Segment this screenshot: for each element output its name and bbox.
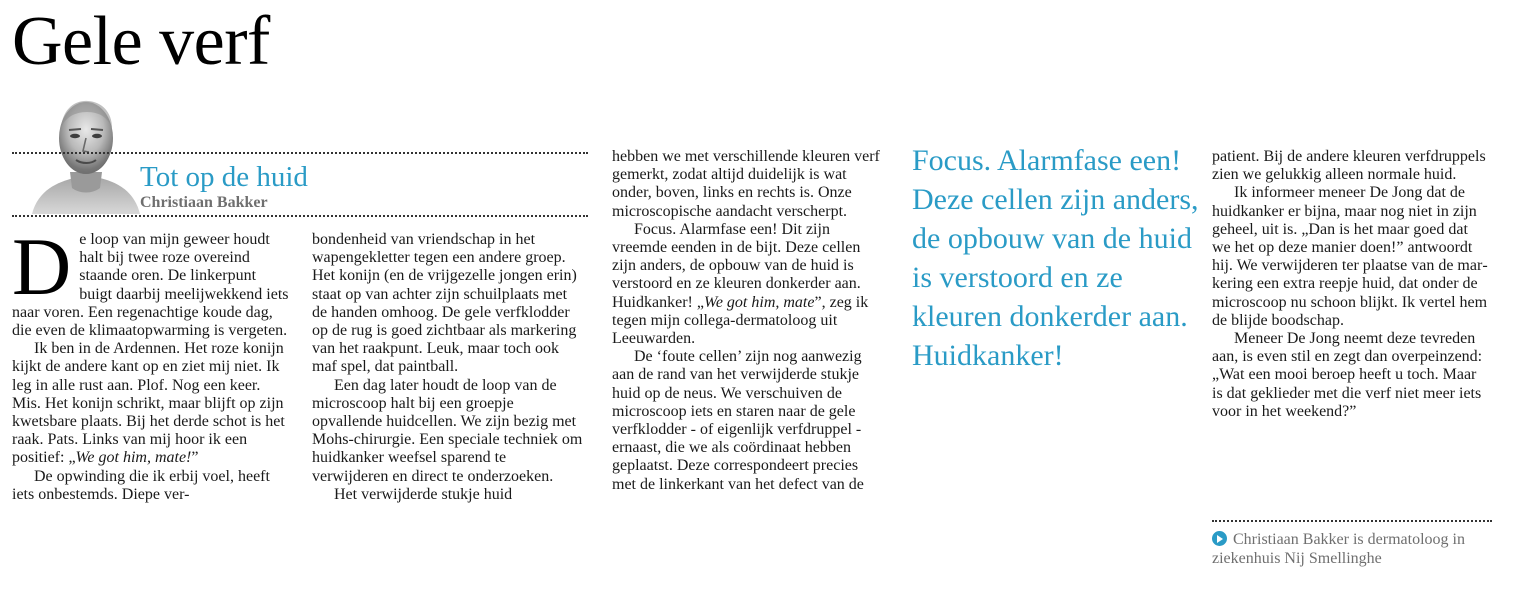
article-column-3: [612, 148, 884, 494]
paragraph: bondenheid van vriendschap in het wapengekletter tegen een andere groep. Het konijn (en de vrijgezelle jongen erin) staat op van achter zijn schuilplaats met de handen omhoog. De gele verfklodder op de rug is goed zichtbaar als markering van het raakpunt. Leuk, maar toch ook maf spel, dat paintball.: [312, 231, 577, 376]
header-rule-top: [12, 152, 588, 154]
headline: Gele verf: [12, 3, 270, 80]
header-rule-bottom: [12, 215, 588, 217]
paragraph: Ik ben in de Ardennen. Het roze konijn kijkt de andere kant op en ziet mij niet. Ik leg in alle rust aan. Plof. Nog een keer. Mis. Het konijn schrikt, maar blijft op zijn kwetsbare plaats. Bij het derde schot is het raak. Pats. Links van mij hoor ik een positief: „We got him, mate!”: [12, 340, 285, 467]
byline: Christiaan Bakker: [140, 194, 268, 211]
bio-rule: [1212, 520, 1492, 522]
article-column-1: [12, 221, 290, 504]
paragraph: patient. Bij de andere kleuren verfdruppels zien we gelukkig alleen normale huid.: [1212, 148, 1486, 184]
play-arrow-icon: [1212, 531, 1227, 546]
paragraph: De ‘foute cellen’ zijn nog aanwezig aan de rand van het verwijderde stukje huid op de neus. We verschuiven de microscoop iets en staren naar de gele verfklodder - of eigenlijk verfdruppel - ernaast, die we als coördinaat hebben geplaatst. Deze correspondeert precies met de linkerkant van het defect van de: [612, 348, 864, 493]
paragraph: De loop van mijn geweer houdt halt bij twee roze overeind staande oren. De linkerpunt buigt daarbij meelijwekkend iets naar voren. Een regenachtige koude dag, die even de klimaatopwarming is vergeten.: [12, 221, 289, 340]
pull-quote: Focus. Alarmfase een! Deze cellen zijn anders, de opbouw van de huid is verstoord en ze kleuren donkerder aan. Huidkanker!: [912, 144, 1199, 372]
dropcap: D: [12, 221, 72, 312]
paragraph: De opwinding die ik erbij voel, heeft iets onbestemds. Diepe ver-: [12, 467, 270, 503]
article-column-2: [312, 231, 586, 504]
article-column-5: [1212, 148, 1490, 421]
column-kicker: Tot op de huid: [140, 161, 308, 193]
paragraph: Focus. Alarmfase een! Dit zijn vreemde eenden in de bijt. Deze cellen zijn anders, de opbouw van de huid is verstoord en ze kleuren donkerder aan. Huidkanker! „We got him, mate”, zeg ik tegen mijn collega-dermatoloog uit Leeuwarden.: [612, 220, 869, 348]
paragraph: Meneer De Jong neemt deze tevreden aan, is even stil en zegt dan overpeinzend: „Wat een mooi beroep heeft u toch. Maar is dat geklieder met die verf niet meer iets voor in het weekend?”: [1212, 330, 1483, 420]
paragraph: Ik informeer meneer De Jong dat de huidkanker er bijna, maar nog niet in zijn geheel, uit is. „Dan is het maar goed dat we het op deze manier doen!” antwoordt hij. We verwijderen ter plaatse van de markering een extra reepje huid, dat onder de microscoop nu schoon blijkt. Ik vertel hem de blijde boodschap.: [1212, 184, 1488, 329]
paragraph: hebben we met verschillende kleuren verf gemerkt, zodat altijd duidelijk is wat onder, boven, links en rechts is. Onze microscopische aandacht verscherpt.: [612, 148, 880, 220]
paragraph: Een dag later houdt de loop van de microscoop halt bij een groepje opvallende huidcellen. We zijn bezig met Mohs-chirurgie. Een speciale techniek om huidkanker weefsel sparend te verwijderen en direct te onderzoeken.: [312, 376, 583, 485]
author-bio: Christiaan Bakker is dermatoloog in ziekenhuis Nij Smellinghe: [1212, 531, 1465, 567]
paragraph: Het verwijderde stukje huid: [334, 485, 513, 503]
